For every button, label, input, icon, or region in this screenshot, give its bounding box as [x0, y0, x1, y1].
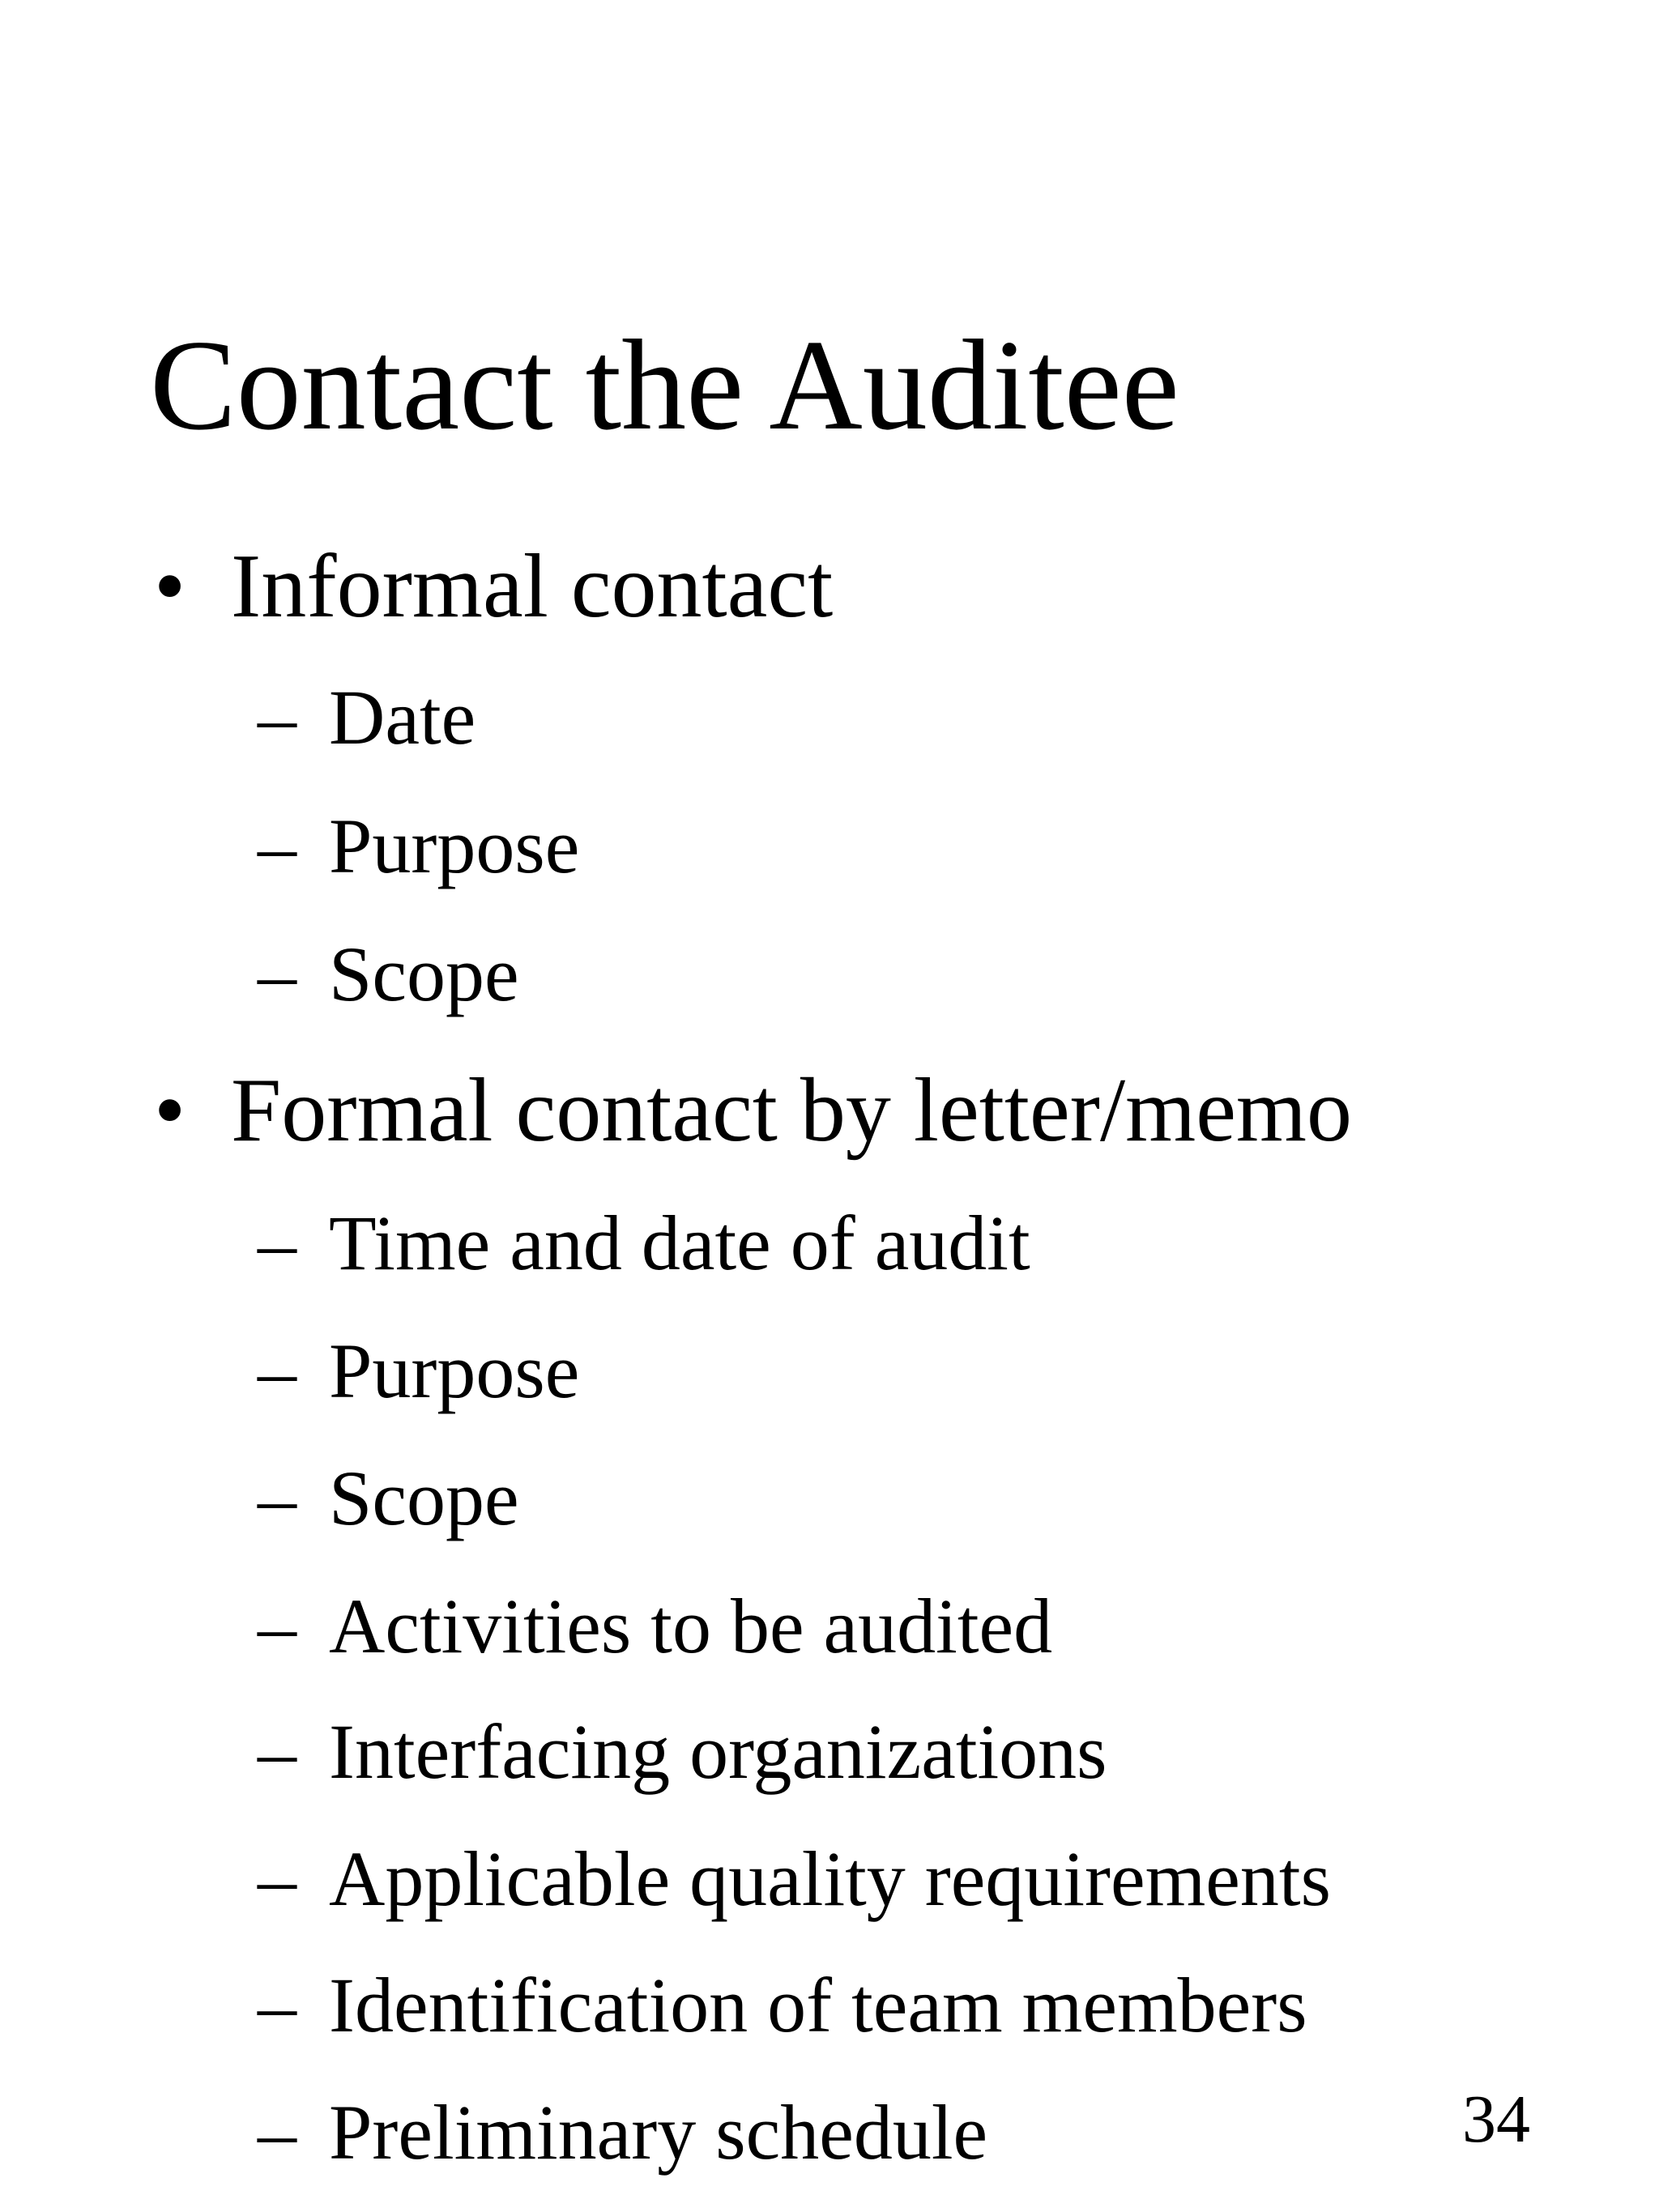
- sub-item-label: Date: [329, 674, 476, 761]
- sub-item-label: Purpose: [329, 803, 580, 889]
- dash-icon: –: [258, 674, 296, 761]
- dash-icon: –: [258, 1962, 296, 2048]
- sub-item-label: Interfacing organizations: [329, 1708, 1107, 1795]
- bullet-icon: •: [154, 536, 186, 637]
- bullet-label: Formal contact by letter/memo: [231, 1060, 1353, 1161]
- dash-icon: –: [258, 1455, 296, 1541]
- slide-title: Contact the Auditee: [150, 313, 1179, 457]
- dash-icon: –: [258, 1708, 296, 1795]
- sub-item-label: Identification of team members: [329, 1962, 1307, 2048]
- dash-icon: –: [258, 803, 296, 889]
- sub-item-label: Purpose: [329, 1328, 580, 1414]
- dash-icon: –: [258, 1200, 296, 1286]
- dash-icon: –: [258, 2089, 296, 2176]
- sub-item-label: Activities to be audited: [329, 1583, 1053, 1669]
- sub-item-label: Scope: [329, 1455, 519, 1541]
- dash-icon: –: [258, 931, 296, 1017]
- sub-item-label: Applicable quality requirements: [329, 1835, 1331, 1922]
- sub-item-label: Scope: [329, 931, 519, 1017]
- dash-icon: –: [258, 1583, 296, 1669]
- bullet-label: Informal contact: [231, 536, 834, 637]
- dash-icon: –: [258, 1328, 296, 1414]
- bullet-icon: •: [154, 1060, 186, 1161]
- sub-item-label: Preliminary schedule: [329, 2089, 988, 2176]
- page-number: 34: [1462, 2082, 1530, 2157]
- dash-icon: –: [258, 1835, 296, 1922]
- sub-item-label: Time and date of audit: [329, 1200, 1030, 1286]
